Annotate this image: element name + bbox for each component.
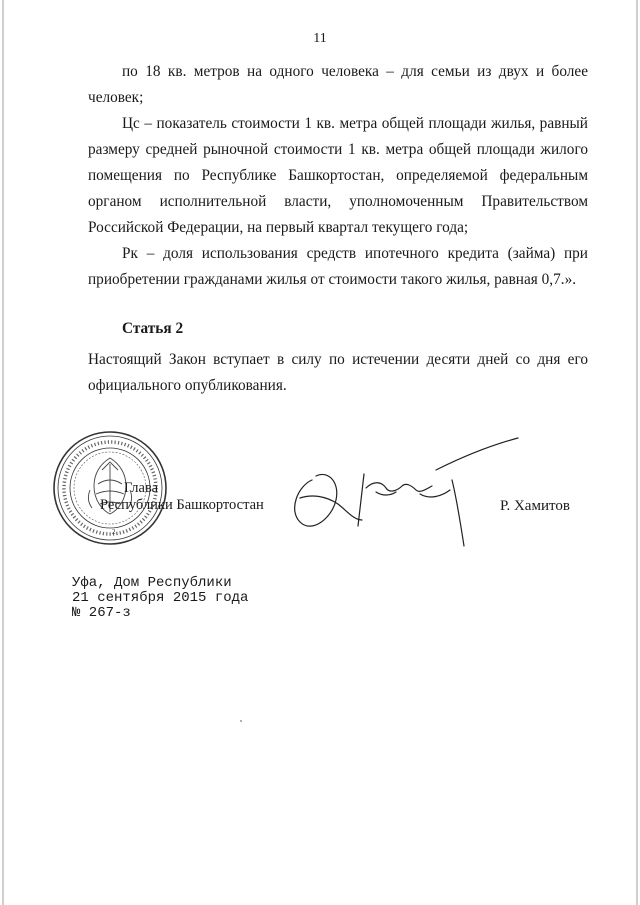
article-heading: Статья 2 [122, 320, 184, 337]
handwritten-signature-icon [270, 430, 530, 560]
paragraph-1: по 18 кв. метров на одного человека – для семьи из двух и более человек; [88, 63, 588, 106]
seal-number: 2 [112, 528, 116, 536]
signatory-title-line1: Глава [124, 480, 159, 496]
date-line: 21 сентября 2015 года [72, 590, 249, 606]
scan-edge-left [2, 0, 4, 905]
page-number: 11 [313, 31, 327, 46]
place-date-number [72, 576, 248, 621]
article-text: Настоящий Закон вступает в силу по истечении десяти дней со дня его официального опубликования. [88, 351, 588, 394]
signatory-title-line2: Республики Башкортостан [100, 497, 264, 513]
signer-name: Р. Хамитов [500, 498, 570, 514]
signatory-title [100, 480, 264, 514]
paragraph-3: Рк – доля использования средств ипотечного кредита (займа) при приобретении гражданами жилья от стоимости такого жилья, равная 0,7.». [88, 245, 588, 288]
scan-speck [240, 720, 242, 722]
place-line: Уфа, Дом Республики [72, 575, 232, 591]
law-number-line: № 267-з [72, 605, 131, 621]
body-text [88, 59, 588, 293]
paragraph-2: Цс – показатель стоимости 1 кв. метра общей площади жилья, равный размеру средней рыночной стоимости 1 кв. метра общей площади жилого помещения по Республике Башкортостан, определяемой федеральным органом исполнительной власти, уполномоченным Правительством Российской Федерации, на первый квартал текущего года; [88, 115, 588, 236]
article-body [88, 347, 588, 399]
scan-edge-right [636, 0, 638, 905]
